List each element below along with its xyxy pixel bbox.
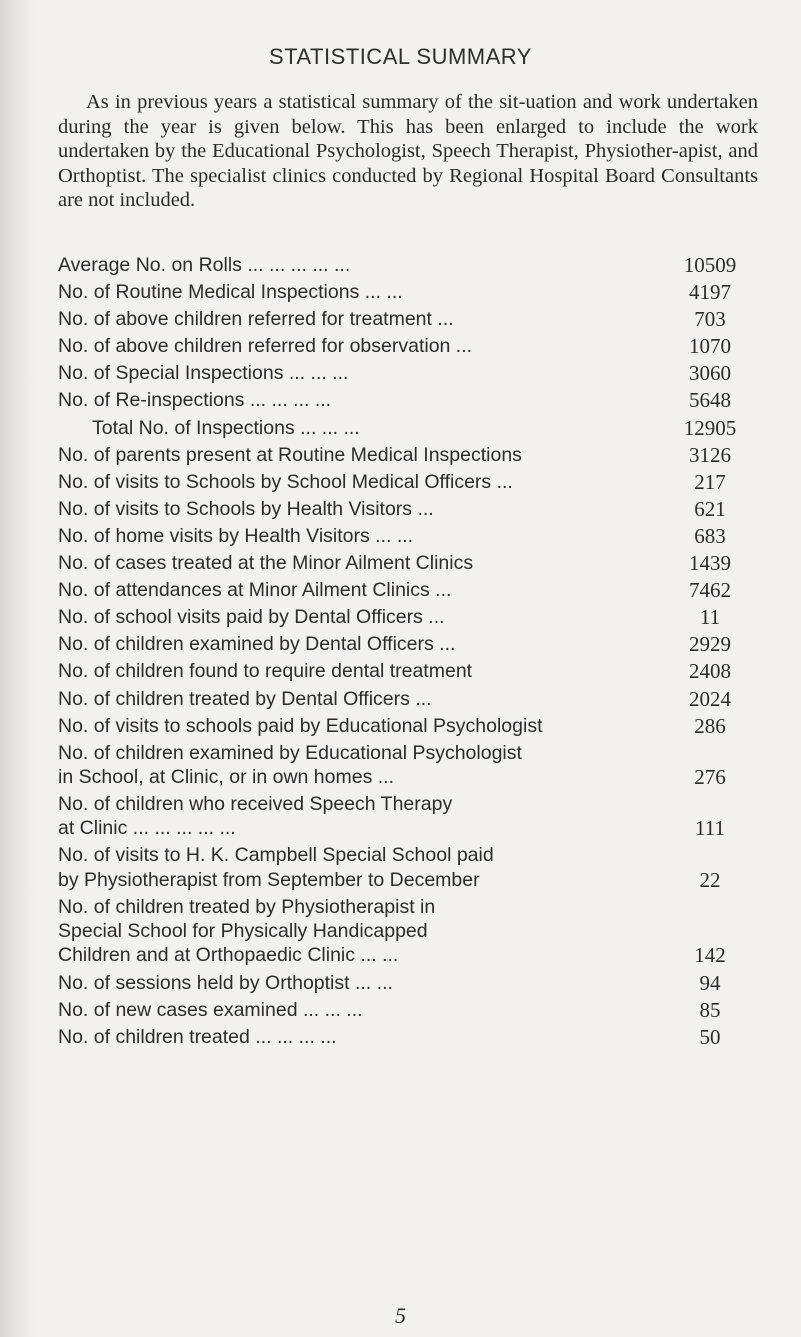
summary-row-label: No. of parents present at Routine Medical Inspections — [58, 443, 522, 466]
summary-row-label: No. of children found to require dental treatment — [58, 660, 473, 683]
summary-row-value: 2929 — [689, 632, 731, 657]
summary-row-value: 3126 — [689, 442, 731, 467]
summary-row — [58, 524, 758, 548]
summary-row-value: 276 — [694, 764, 726, 789]
summary-row-value: 94 — [699, 970, 721, 995]
summary-row — [58, 307, 758, 331]
summary-row-value: 5648 — [689, 388, 731, 413]
summary-row-label: No. of above children referred for observation ... — [58, 335, 473, 358]
summary-row-value: 142 — [694, 943, 726, 968]
summary-row — [58, 741, 758, 790]
page-number: 5 — [395, 1303, 406, 1328]
summary-row-label: No. of visits to Schools by School Medical Officers ... — [58, 470, 513, 493]
summary-row-value: 1439 — [689, 551, 731, 576]
summary-row-label: No. of visits to H. K. Campbell Special School paid by Physiotherapist from September to December — [58, 844, 494, 891]
summary-row-label: No. of children treated ... ... ... ... — [58, 1025, 337, 1048]
summary-row-value: 4197 — [689, 280, 731, 305]
summary-row-label: No. of children examined by Educational Psychologist in School, at Clinic, or in own homes ... — [58, 741, 522, 788]
summary-row-value: 85 — [699, 997, 721, 1022]
summary-row-value: 2024 — [689, 686, 731, 711]
summary-row-value: 10509 — [683, 253, 737, 277]
summary-row-value: 111 — [695, 816, 725, 841]
summary-row-value: 12905 — [683, 415, 737, 440]
summary-row-label: No. of attendances at Minor Ailment Clinics ... — [58, 579, 452, 602]
summary-row-value: 50 — [699, 1024, 721, 1049]
summary-row-value: 3060 — [689, 361, 731, 386]
summary-row-value: 7462 — [689, 578, 731, 603]
summary-row — [58, 895, 758, 968]
summary-row-label: No. of Special Inspections ... ... ... — [58, 362, 349, 385]
summary-row — [58, 659, 758, 683]
summary-row — [58, 416, 758, 440]
summary-row-label: No. of sessions held by Orthoptist ... ... — [58, 971, 393, 994]
summary-row-label: No. of home visits by Health Visitors ... ... — [58, 524, 414, 547]
summary-row-label: No. of new cases examined ... ... ... — [58, 998, 363, 1021]
summary-row — [58, 714, 758, 738]
intro-paragraph: As in previous years a statistical summary of the sit-uation and work undertaken during the year is given below. This has been enlarged to include the work undertaken by the Educational Psychologist, Speech Therapist, Physiother-apist, and Orthoptist. The specialist clinics conducted by Regional Hospital Board Consultants are not included. — [58, 91, 758, 211]
summary-row-label: No. of cases treated at the Minor Ailment Clinics — [58, 552, 474, 575]
summary-row-value: 217 — [694, 469, 726, 494]
summary-row — [58, 551, 758, 575]
summary-row-label: No. of children treated by Dental Officers ... — [58, 687, 432, 710]
summary-row-value: 683 — [694, 523, 726, 548]
summary-row-label: No. of Routine Medical Inspections ... ... — [58, 281, 403, 304]
summary-row — [58, 605, 758, 629]
summary-row-label: No. of children examined by Dental Officers ... — [58, 633, 456, 656]
summary-row-label: No. of Re-inspections ... ... ... ... — [58, 389, 332, 412]
summary-row — [58, 253, 758, 277]
page-title: STATISTICAL SUMMARY — [269, 44, 532, 69]
summary-row — [58, 443, 758, 467]
summary-row — [58, 361, 758, 385]
summary-row-value: 11 — [699, 605, 721, 630]
summary-row-label: No. of visits to schools paid by Educational Psychologist — [58, 714, 543, 737]
summary-row — [58, 971, 758, 995]
summary-row-value: 1070 — [689, 334, 731, 359]
summary-row — [58, 334, 758, 358]
summary-row-label: Average No. on Rolls ... ... ... ... ... — [58, 254, 351, 276]
summary-row — [58, 687, 758, 711]
summary-row-value: 621 — [694, 496, 726, 521]
summary-row-label: No. of children who received Speech Therapy at Clinic ... ... ... ... ... — [58, 793, 453, 840]
summary-row — [58, 792, 758, 841]
summary-row — [58, 632, 758, 656]
summary-row-value: 703 — [694, 307, 726, 332]
summary-row-value: 2408 — [689, 659, 731, 684]
summary-row-value: 22 — [699, 867, 721, 892]
summary-row-label: No. of above children referred for treatment ... — [58, 308, 454, 331]
summary-row-value: 286 — [694, 713, 726, 738]
summary-row — [58, 470, 758, 494]
summary-row-label: No. of school visits paid by Dental Officers ... — [58, 606, 445, 629]
summary-row — [58, 998, 758, 1022]
summary-row — [58, 388, 758, 412]
summary-row — [58, 578, 758, 602]
summary-row — [58, 843, 758, 892]
summary-row — [58, 280, 758, 304]
summary-row — [58, 497, 758, 521]
summary-list — [58, 253, 758, 1052]
summary-row — [58, 1025, 758, 1049]
summary-row-label: No. of visits to Schools by Health Visitors ... — [58, 497, 434, 520]
summary-row-label: No. of children treated by Physiotherapist in Special School for Physically Handicapped Children and at Orthopaedic Clinic ... ... — [58, 895, 436, 967]
summary-row-label: Total No. of Inspections ... ... ... — [92, 416, 360, 439]
